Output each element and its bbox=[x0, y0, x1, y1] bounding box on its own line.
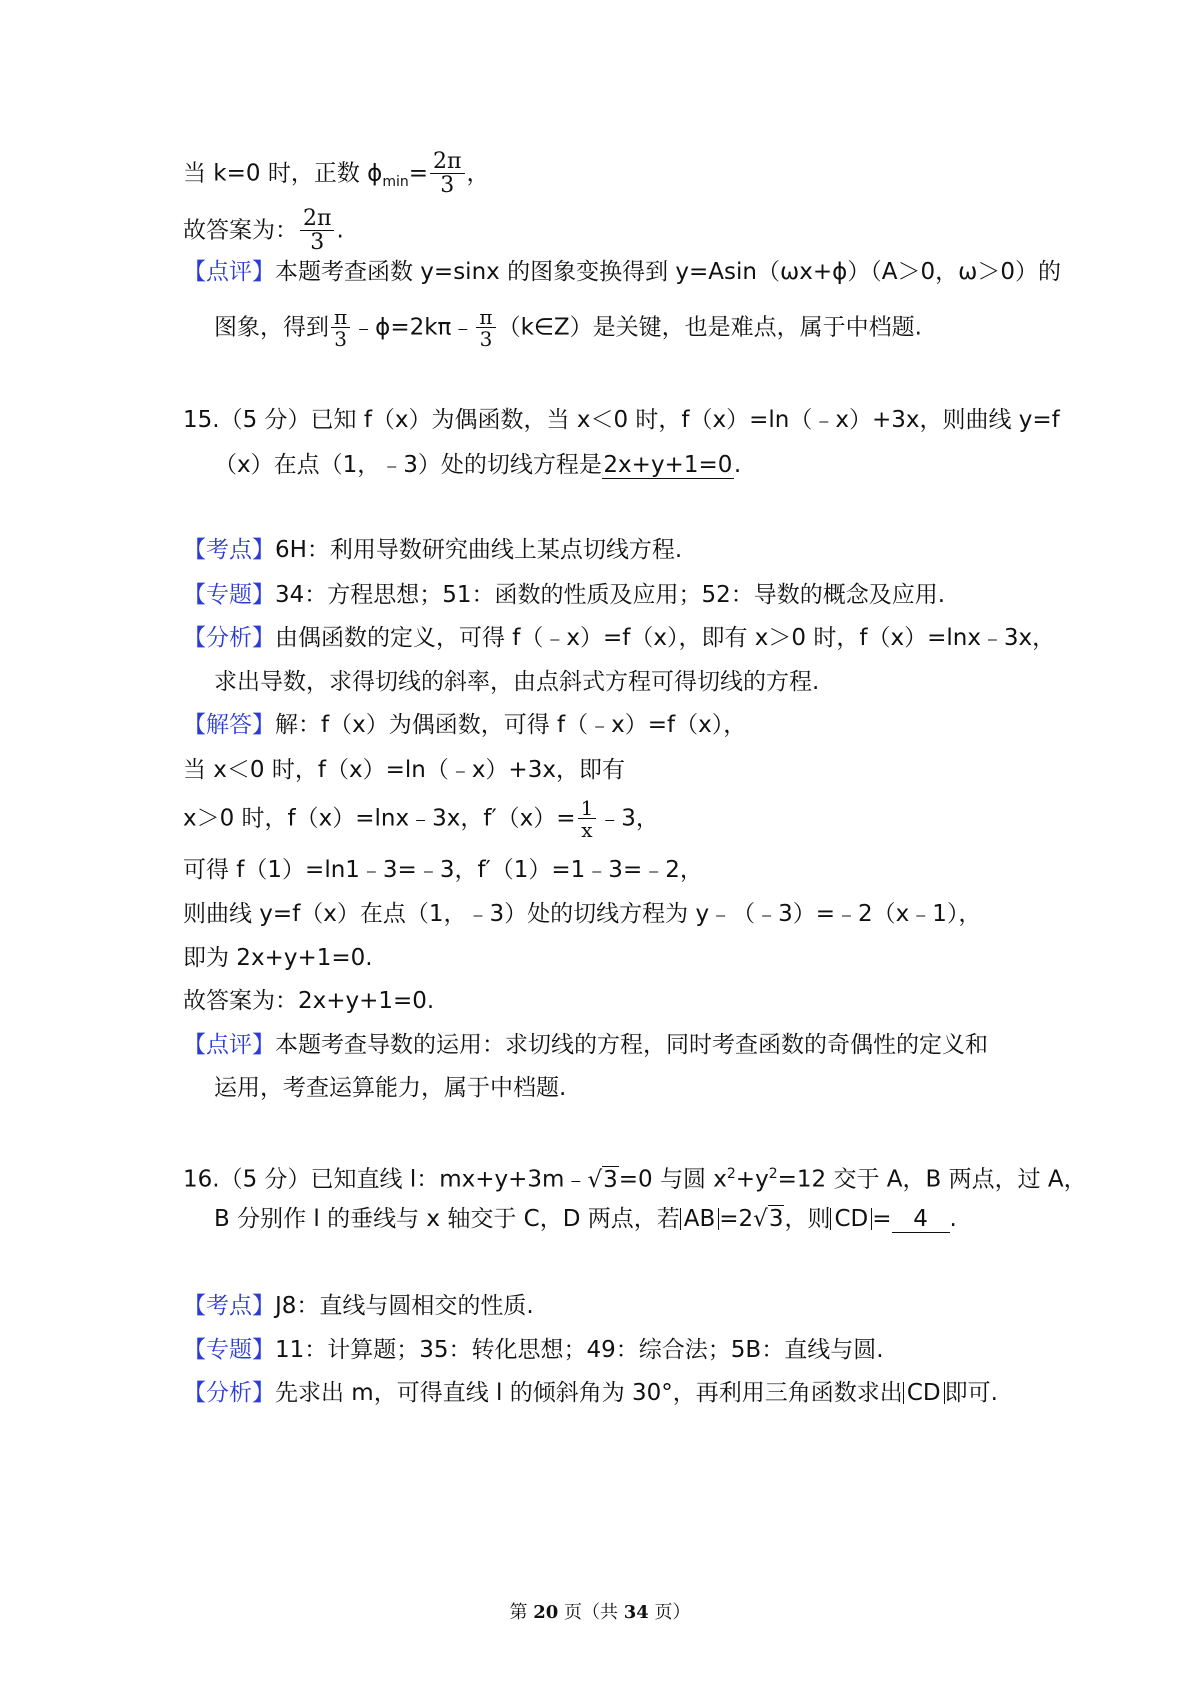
q15-jieda-line-2 bbox=[183, 755, 625, 785]
text: 15.（5 分）已知 f（x）为偶函数，当 x＜0 时，f（x）=ln（﹣x）+3x，则曲线 y=f bbox=[183, 407, 1060, 433]
numerator: π bbox=[334, 305, 348, 329]
q16-zhuanti bbox=[183, 1335, 884, 1365]
text: 当 k=0 时，正数 ϕ bbox=[183, 160, 383, 187]
superscript: 2 bbox=[768, 1166, 778, 1182]
denominator: 3 bbox=[476, 327, 495, 349]
text: . bbox=[949, 1206, 957, 1232]
fenxi-tag: 【分析】 bbox=[183, 1380, 275, 1406]
q15-dianping-line-1 bbox=[183, 1030, 988, 1060]
numerator: 1 bbox=[580, 796, 594, 820]
comment-tag: 【点评】 bbox=[183, 259, 275, 285]
q15-jieda-line-4 bbox=[183, 855, 703, 885]
text: 解：f（x）为偶函数，可得 f（﹣x）=f（x）， bbox=[275, 712, 747, 738]
text: +y bbox=[735, 1166, 769, 1193]
abs-CD: CD bbox=[903, 1382, 945, 1404]
fraction-2pi-over-3 bbox=[430, 151, 464, 197]
footer-text: 页（共 bbox=[558, 1602, 624, 1623]
numerator: π bbox=[479, 305, 493, 329]
superscript: 2 bbox=[726, 1166, 736, 1182]
fraction-2pi-over-3 bbox=[300, 208, 334, 254]
text: =2 bbox=[719, 1206, 754, 1232]
text: x＞0 时，f（x）=lnx﹣3x，f′（x）= bbox=[183, 805, 576, 832]
text: . bbox=[336, 217, 344, 244]
text: 则曲线 y=f（x）在点（1，﹣3）处的切线方程为 y﹣（﹣3）=﹣2（x﹣1）， bbox=[183, 901, 982, 927]
abs-AB: AB bbox=[680, 1208, 720, 1230]
fraction-pi-over-3 bbox=[476, 307, 495, 349]
subscript: min bbox=[382, 174, 409, 191]
text: 当 x＜0 时，f（x）=ln（﹣x）+3x，即有 bbox=[183, 757, 625, 783]
kaodian-tag: 【考点】 bbox=[183, 537, 275, 563]
text: 故答案为：2x+y+1=0. bbox=[183, 988, 435, 1014]
fenxi-tag: 【分析】 bbox=[183, 625, 275, 651]
text: 求出导数，求得切线的斜率，由点斜式方程可得切线的方程. bbox=[214, 669, 820, 695]
p14-comment-line-1 bbox=[183, 257, 1061, 287]
page-footer bbox=[0, 1598, 1200, 1624]
text: （k∈Z）是关键，也是难点，属于中档题. bbox=[497, 314, 922, 341]
kaodian-tag: 【考点】 bbox=[183, 1293, 275, 1319]
answer-blank: 4 bbox=[892, 1206, 950, 1233]
page-number: 20 bbox=[533, 1602, 559, 1623]
text: （x）在点（1，﹣3）处的切线方程是 bbox=[214, 452, 602, 478]
footer-text: 页） bbox=[648, 1602, 691, 1623]
text: ，则 bbox=[784, 1206, 831, 1232]
denominator: x bbox=[578, 818, 597, 840]
text: 即为 2x+y+1=0. bbox=[183, 945, 373, 971]
p14-line-phi-min bbox=[183, 151, 490, 197]
q15-jieda-line-3 bbox=[183, 798, 659, 840]
text: 34：方程思想；51：函数的性质及应用；52：导数的概念及应用. bbox=[275, 582, 946, 608]
text: B 分别作 l 的垂线与 x 轴交于 C，D 两点，若 bbox=[214, 1206, 680, 1232]
q15-fenxi-line-2 bbox=[214, 667, 819, 697]
text: 本题考查函数 y=sinx 的图象变换得到 y=Asin（ωx+ϕ）（A＞0，ω＞0）的 bbox=[275, 259, 1062, 285]
fraction-pi-over-3 bbox=[331, 307, 350, 349]
q15-dianping-line-2 bbox=[214, 1073, 566, 1103]
q16-kaodian bbox=[183, 1291, 534, 1321]
q15-question-line-1 bbox=[183, 405, 1060, 435]
text: ， bbox=[466, 160, 490, 187]
total-pages: 34 bbox=[623, 1602, 649, 1623]
denominator: 3 bbox=[430, 173, 464, 197]
text: 先求出 m，可得直线 l 的倾斜角为 30°，再利用三角函数求出 bbox=[275, 1380, 903, 1406]
abs-CD: CD bbox=[830, 1208, 872, 1230]
text: =12 交于 A，B 两点，过 A， bbox=[777, 1166, 1087, 1193]
zhuanti-tag: 【专题】 bbox=[183, 1337, 275, 1363]
q15-zhuanti bbox=[183, 580, 945, 610]
radical-sign: √ bbox=[753, 1206, 768, 1232]
q15-question-line-2 bbox=[214, 450, 741, 480]
sqrt-3 bbox=[753, 1204, 784, 1234]
q15-kaodian bbox=[183, 535, 682, 565]
q15-jieda-line-5 bbox=[183, 899, 981, 929]
text: 16.（5 分）已知直线 l：mx+y+3m﹣ bbox=[183, 1166, 588, 1193]
p14-line-answer bbox=[183, 208, 344, 254]
text: J8：直线与圆相交的性质. bbox=[275, 1293, 534, 1319]
radicand: 3 bbox=[768, 1206, 784, 1232]
q15-jieda-line-6 bbox=[183, 943, 373, 973]
q15-jieda-line-1 bbox=[183, 710, 746, 740]
numerator: 2π bbox=[433, 149, 462, 174]
footer-text: 第 bbox=[509, 1602, 534, 1623]
text: 即可. bbox=[944, 1380, 998, 1406]
text: 6H：利用导数研究曲线上某点切线方程. bbox=[275, 537, 683, 563]
q15-jieda-line-7 bbox=[183, 986, 434, 1016]
text: = bbox=[872, 1206, 892, 1232]
text: 可得 f（1）=ln1﹣3=﹣3，f′（1）=1﹣3=﹣2， bbox=[183, 857, 703, 883]
text: 本题考查导数的运用：求切线的方程，同时考查函数的奇偶性的定义和 bbox=[275, 1032, 988, 1058]
dianping-tag: 【点评】 bbox=[183, 1032, 275, 1058]
text: = bbox=[408, 160, 429, 187]
sqrt-3 bbox=[587, 1165, 618, 1195]
denominator: 3 bbox=[300, 230, 334, 254]
q15-fenxi-line-1 bbox=[183, 623, 1055, 653]
text: 运用，考查运算能力，属于中档题. bbox=[214, 1075, 567, 1101]
text: 11：计算题；35：转化思想；49：综合法；5B：直线与圆. bbox=[275, 1337, 884, 1363]
radicand: 3 bbox=[603, 1166, 618, 1193]
zhuanti-tag: 【专题】 bbox=[183, 582, 275, 608]
denominator: 3 bbox=[331, 327, 350, 349]
answer-blank: 2x+y+1=0 bbox=[603, 452, 733, 478]
jieda-tag: 【解答】 bbox=[183, 712, 275, 738]
text: ﹣3， bbox=[598, 805, 659, 832]
text: =0 与圆 x bbox=[618, 1166, 727, 1193]
text: 由偶函数的定义，可得 f（﹣x）=f（x），即有 x＞0 时，f（x）=lnx﹣3x， bbox=[275, 625, 1056, 651]
text: 故答案为： bbox=[183, 217, 298, 244]
fraction-1-over-x bbox=[578, 798, 597, 840]
q16-fenxi bbox=[183, 1378, 998, 1408]
q16-question-line-1 bbox=[183, 1159, 1087, 1195]
text: 图象，得到 bbox=[214, 314, 329, 341]
p14-comment-line-2 bbox=[214, 307, 922, 349]
radical-sign: √ bbox=[587, 1166, 603, 1193]
text: ﹣ϕ=2kπ﹣ bbox=[352, 314, 475, 341]
numerator: 2π bbox=[303, 206, 332, 231]
q16-question-line-2 bbox=[214, 1204, 957, 1234]
text: . bbox=[733, 452, 742, 478]
